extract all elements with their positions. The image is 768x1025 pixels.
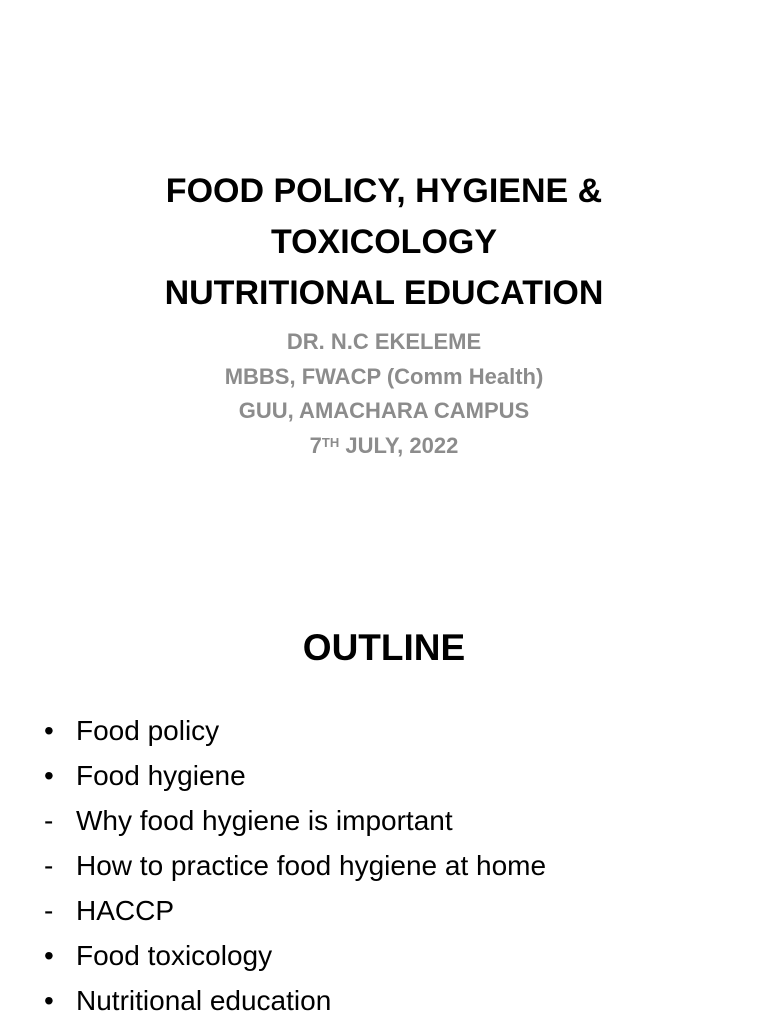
dash-marker: - — [44, 895, 54, 926]
list-item — [0, 797, 768, 842]
list-item — [0, 707, 768, 752]
list-item-text: How to practice food hygiene at home — [76, 850, 547, 881]
dash-marker: - — [44, 850, 54, 881]
institution: GUU, AMACHARA CAMPUS — [238, 398, 530, 423]
bullet-marker: • — [44, 985, 54, 1016]
list-item-text: Food policy — [76, 715, 220, 746]
list-item-text: HACCP — [76, 895, 175, 926]
slide-subtitle — [0, 325, 768, 463]
list-item — [0, 932, 768, 977]
title-line-2: TOXICOLOGY — [270, 223, 498, 261]
author-credentials: MBBS, FWACP (Comm Health) — [224, 363, 544, 389]
date-month-year: JULY, 2022 — [339, 432, 459, 458]
presentation-date — [0, 429, 768, 464]
slide-title — [0, 166, 768, 319]
outline-list — [0, 707, 768, 1022]
dash-marker: - — [44, 805, 54, 836]
list-item — [0, 887, 768, 932]
title-line-3: NUTRITIONAL EDUCATION — [164, 274, 604, 312]
list-item — [0, 977, 768, 1022]
list-item — [0, 842, 768, 887]
author-name: DR. N.C EKELEME — [286, 329, 482, 354]
bullet-marker: • — [44, 940, 54, 971]
date-day: 7 — [309, 432, 322, 458]
list-item-text: Food toxicology — [76, 940, 273, 971]
title-line-1: FOOD POLICY, HYGIENE & — [165, 172, 603, 210]
bullet-marker: • — [44, 715, 54, 746]
bullet-marker: • — [44, 760, 54, 791]
list-item-text: Why food hygiene is important — [76, 805, 453, 836]
date-suffix: TH — [321, 434, 340, 450]
list-item — [0, 752, 768, 797]
list-item-text: Nutritional education — [76, 985, 332, 1016]
list-item-text: Food hygiene — [76, 760, 246, 791]
outline-heading: OUTLINE — [302, 627, 466, 668]
outline-slide — [0, 576, 768, 1024]
